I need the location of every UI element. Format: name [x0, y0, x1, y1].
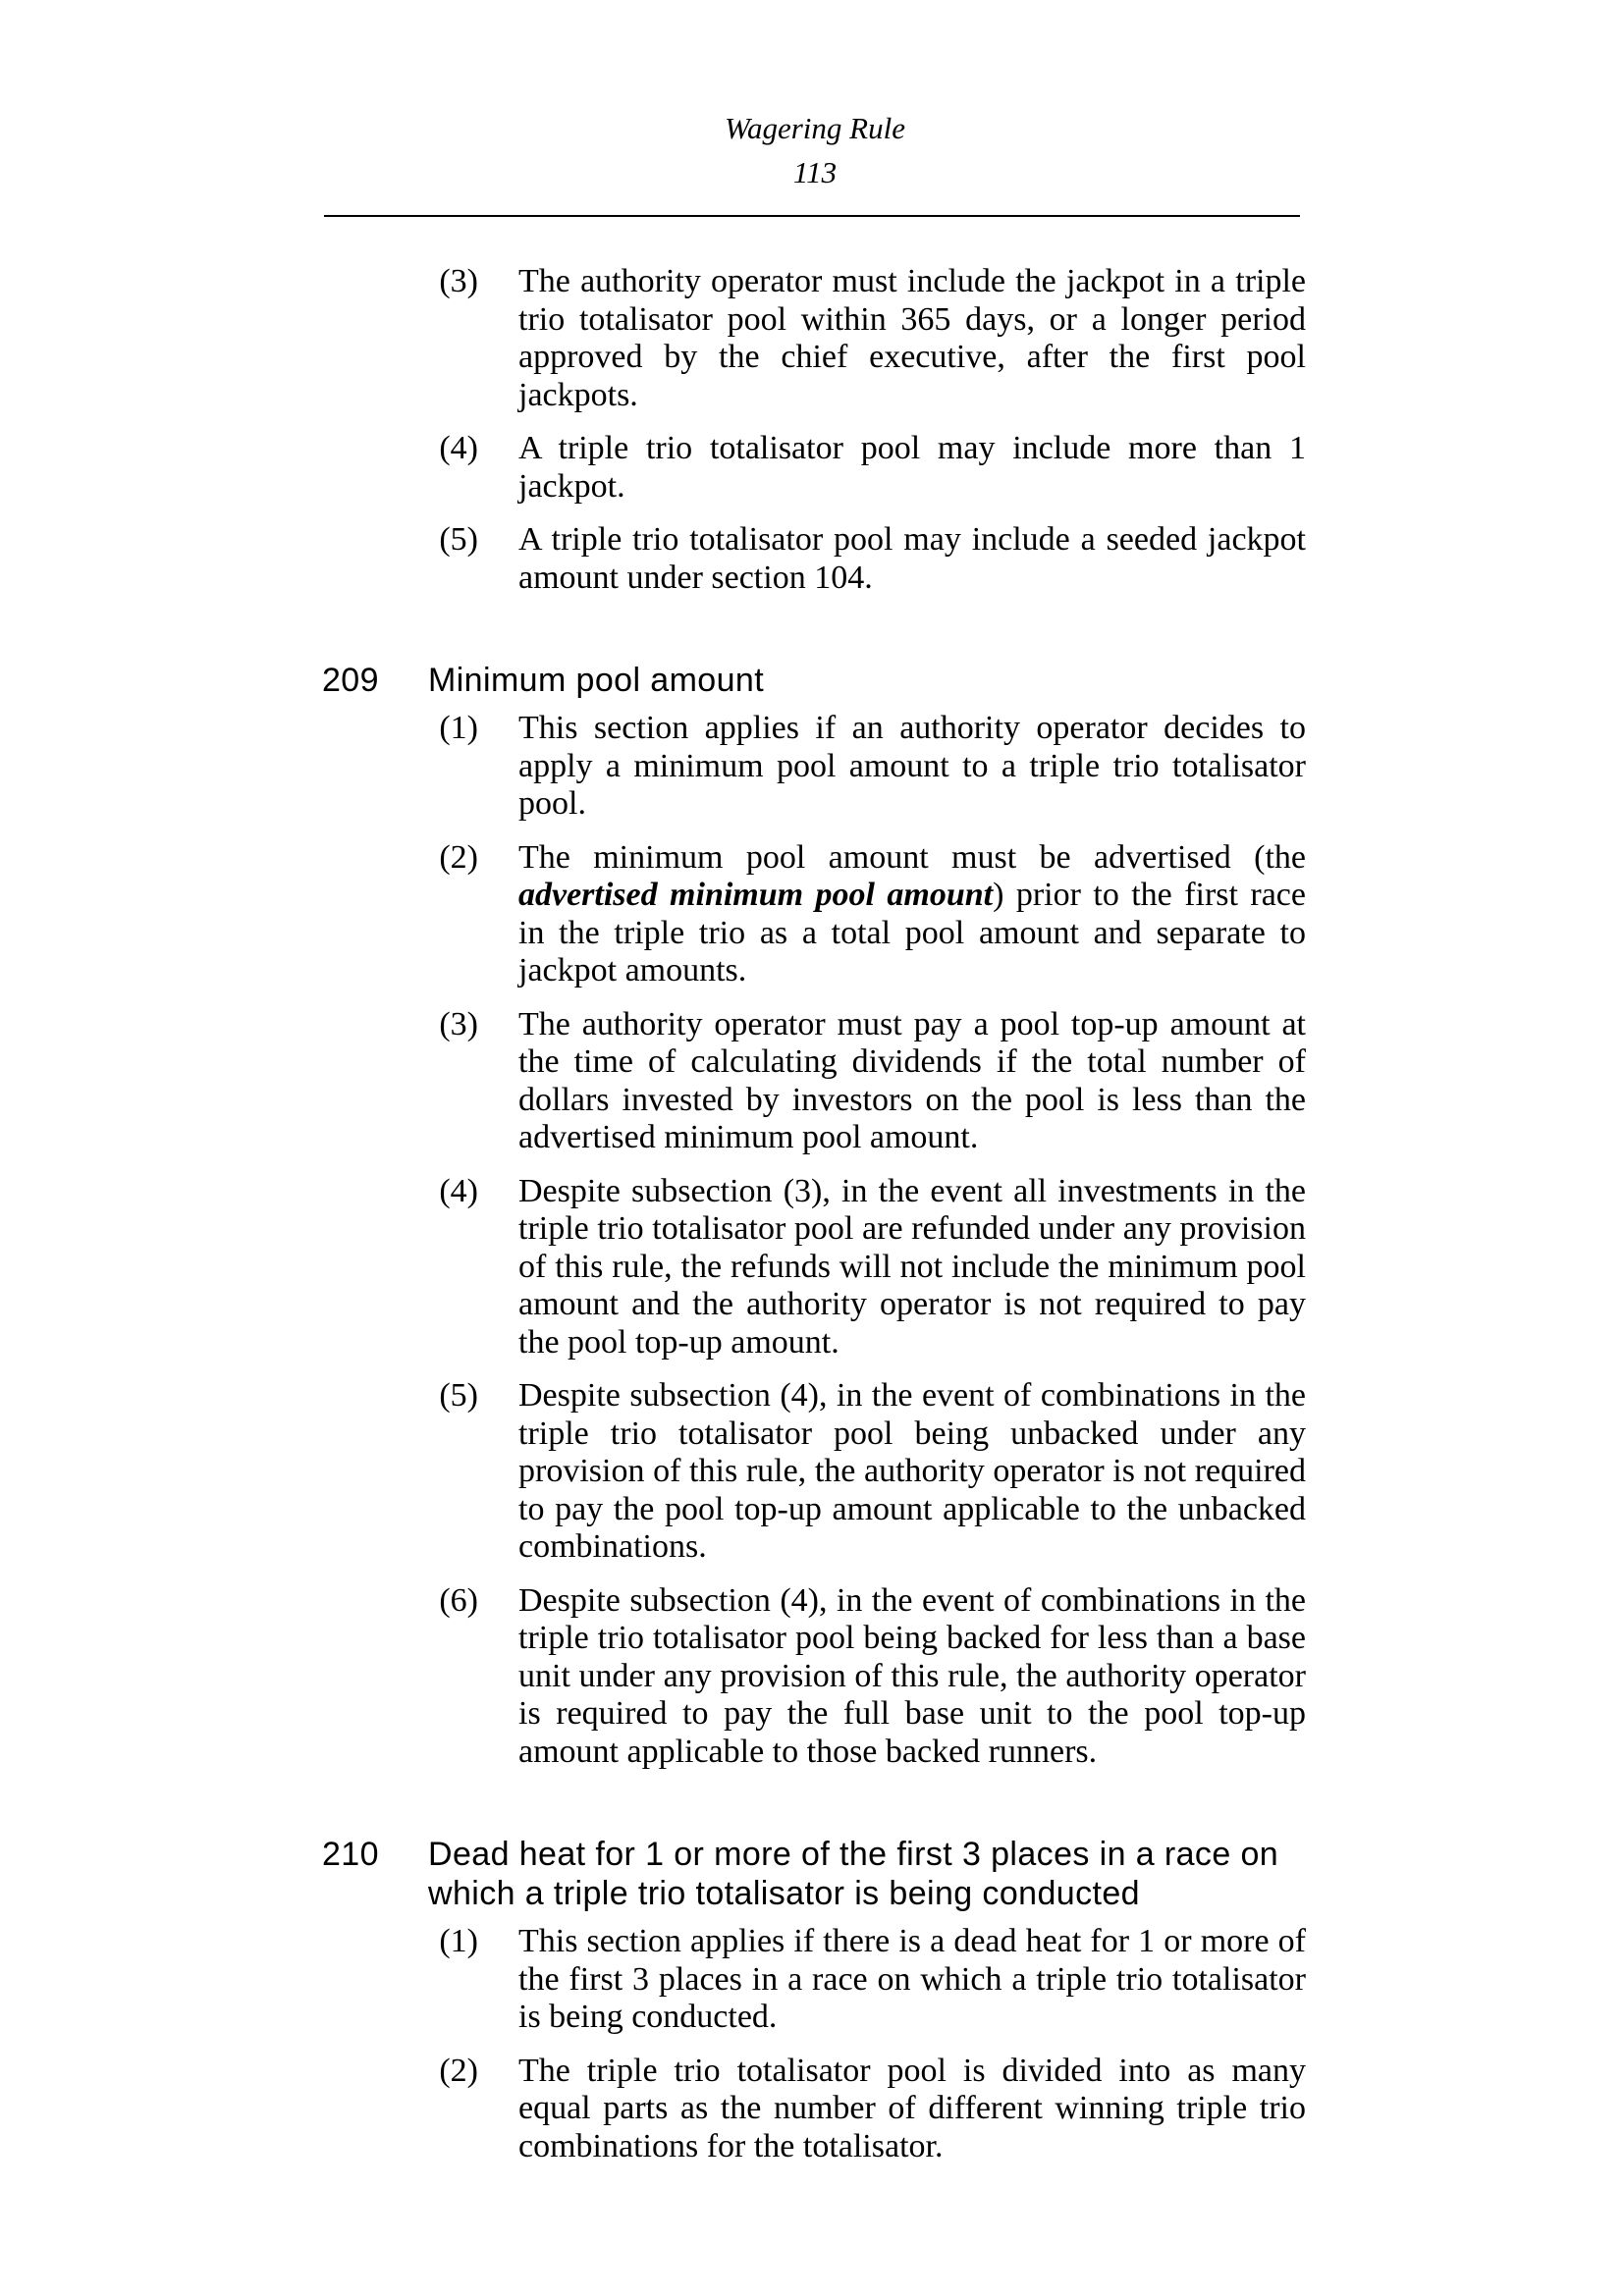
subsection-number: (5): [439, 1377, 478, 1414]
subsection-text: Despite subsection (4), in the event of combinations in the triple trio totalisator pool being unbacked under any provision of this rule, the authority operator is not required to pay the pool top-up amount applicable to the unbacked combinations.: [518, 1377, 1306, 1565]
subsection-number: (1): [439, 710, 478, 746]
subsection: [438, 1377, 1306, 1567]
section-heading: [0, 661, 1624, 700]
header-divider: [324, 215, 1300, 217]
subsection-number: (4): [439, 430, 478, 466]
subsection-number: (1): [439, 1923, 478, 1959]
subsection-number: (4): [439, 1172, 478, 1209]
subsection-text: A triple trio totalisator pool may include more than 1 jackpot.: [518, 430, 1306, 505]
subsection-number: (5): [439, 521, 478, 558]
section-heading: [0, 1835, 1624, 1913]
subsection-text: Despite subsection (4), in the event of combinations in the triple trio totalisator pool being backed for less than a base unit under any provision of this rule, the authority operator is required to pay the full base unit to the pool top-up amount applicable to those backed runners.: [518, 1581, 1306, 1770]
subsection: [438, 263, 1306, 414]
section-title: Minimum pool amount: [428, 662, 765, 699]
section-number: 210: [322, 1836, 379, 1873]
header-title: Wagering Rule: [725, 111, 905, 145]
subsection: [438, 1582, 1306, 1772]
subsection: [438, 839, 1306, 990]
subsection: [438, 710, 1306, 824]
subsection: [438, 1923, 1306, 2037]
subsection-number: (3): [439, 263, 478, 299]
subsection-text: The triple trio totalisator pool is divided into as many equal parts as the number of different winning triple trio combinations for the totalisator.: [518, 2052, 1306, 2164]
subsection-text: [518, 839, 1306, 990]
subsection-text: The authority operator must pay a pool top-up amount at the time of calculating dividends if the total number of dollars invested by investors on the pool is less than the advertised minimum pool amount.: [518, 1005, 1306, 1155]
page-number: 113: [792, 155, 838, 189]
defined-term: advertised minimum pool amount: [518, 877, 994, 913]
subsection: [438, 430, 1306, 506]
page-header: [324, 106, 1306, 194]
subsection: [438, 521, 1306, 597]
subsection: [438, 2053, 1306, 2166]
text-after-term: ) prior to the first race in the triple trio as a total pool amount and separate to jackpot amounts.: [518, 877, 1306, 988]
subsection-number: (2): [439, 2052, 478, 2089]
text-before-term: The minimum pool amount must be advertised (the: [518, 838, 1306, 876]
section-number: 209: [322, 662, 379, 699]
subsection: [438, 1006, 1306, 1157]
subsection-number: (2): [439, 838, 478, 876]
page-body: [0, 263, 1624, 2181]
subsection-text: This section applies if an authority operator decides to apply a minimum pool amount to a triple trio totalisator pool.: [518, 710, 1306, 822]
subsection-number: (3): [439, 1005, 478, 1042]
subsection-text: This section applies if there is a dead heat for 1 or more of the first 3 places in a race on which a triple trio totalisator is being conducted.: [518, 1923, 1306, 2035]
subsection-text: The authority operator must include the jackpot in a triple trio totalisator pool within 365 days, or a longer period approved by the chief executive, after the first pool jackpots.: [518, 263, 1306, 413]
section-title: Dead heat for 1 or more of the first 3 places in a race on which a triple trio totalisator is being conducted: [428, 1836, 1279, 1912]
subsection-text: A triple trio totalisator pool may include a seeded jackpot amount under section 104.: [518, 521, 1306, 596]
subsection-text: Despite subsection (3), in the event all investments in the triple trio totalisator pool are refunded under any provision of this rule, the refunds will not include the minimum pool amount and the authority operator is not required to pay the pool top-up amount.: [518, 1172, 1306, 1361]
subsection: [438, 1173, 1306, 1362]
subsection-number: (6): [439, 1581, 478, 1619]
